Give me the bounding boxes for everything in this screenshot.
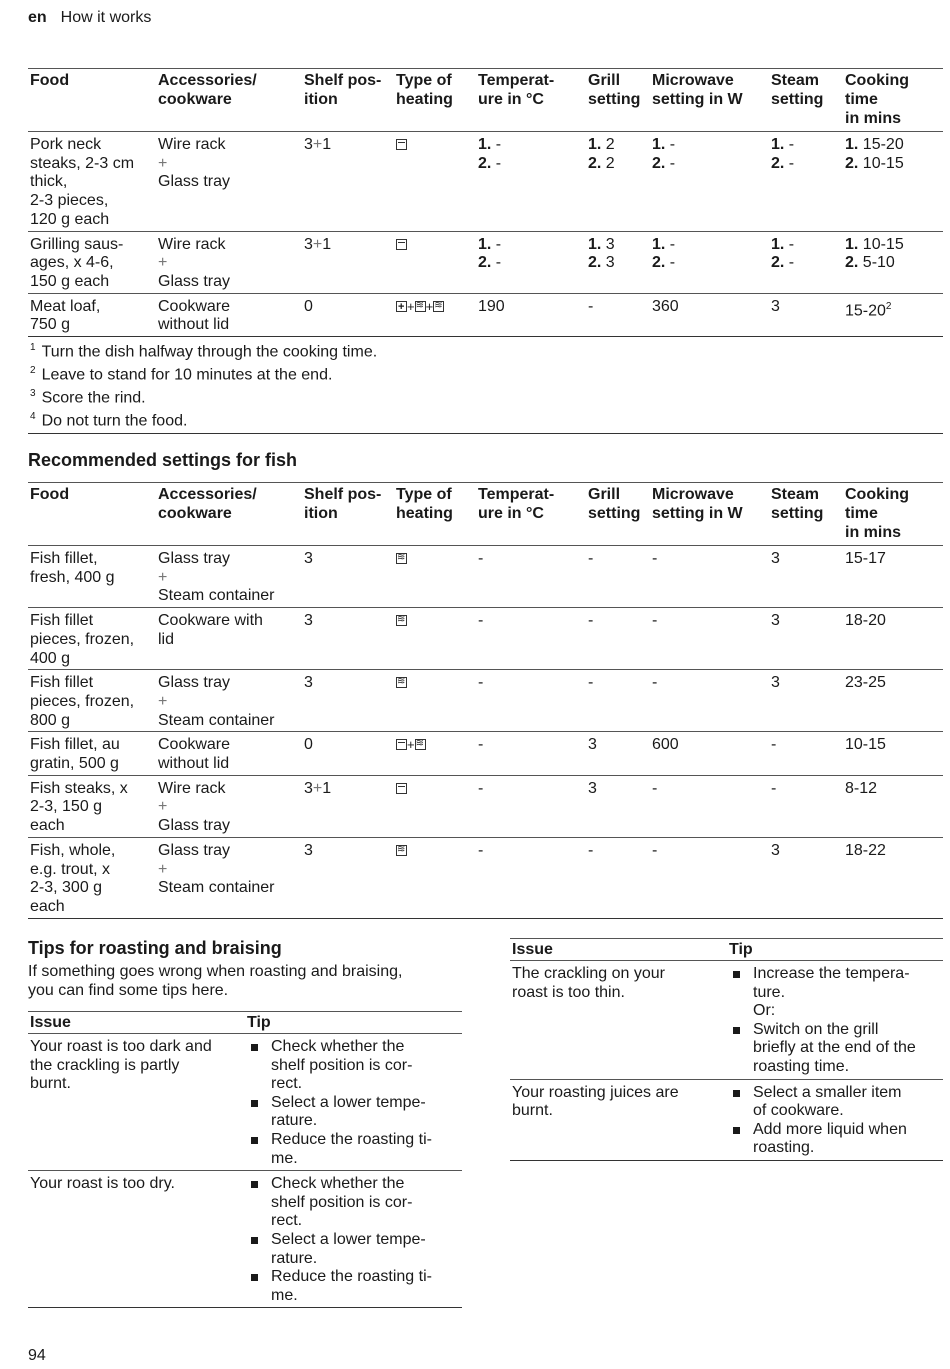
language-code: en [28, 9, 47, 26]
steam-cell: 3 [771, 612, 780, 630]
cell-line: Wire rack [158, 235, 226, 253]
temp-cell: - [478, 841, 484, 859]
grill-cell: 3 [588, 779, 597, 797]
tip-line: shelf position is cor- [271, 1056, 413, 1074]
accessories-cell [156, 546, 302, 608]
step-number: 2. [478, 154, 492, 172]
footnote-number: 3 [30, 387, 36, 399]
tip-bullet: Check whether the [247, 1038, 460, 1057]
tip-line: rect. [271, 1075, 303, 1093]
cell-line: + [158, 154, 168, 172]
food-cell [28, 837, 156, 918]
step-number: 2. [652, 154, 666, 172]
food-cell [28, 546, 156, 608]
grill-cell: - [588, 674, 594, 692]
cell-line: ages, x 4-6, [30, 254, 114, 272]
column-header: Steam setting [771, 486, 824, 522]
tip-line: me. [271, 1149, 298, 1167]
step-line: 2. - [478, 254, 502, 272]
step-number: 2. [588, 154, 602, 172]
page-header [28, 9, 151, 27]
issue-cell: The crackling on your roast is too thin. [510, 961, 727, 1080]
cell-line: Wire rack [158, 136, 226, 153]
footnote [28, 339, 943, 362]
tips-section [28, 938, 462, 1308]
tip-row [28, 1034, 462, 1171]
tip-line: ture. [753, 983, 786, 1001]
time-cell [843, 231, 943, 293]
accessories-cell [156, 670, 302, 732]
heating-cell [394, 293, 476, 336]
footnote-number: 2 [30, 364, 36, 376]
tips-table-right [510, 938, 943, 1161]
cell-line: Glass tray [158, 272, 231, 290]
column-header: Food [30, 72, 70, 89]
tip-bullet: Select a smaller item [729, 1084, 941, 1103]
footnotes [28, 337, 943, 434]
cell-line: each [30, 817, 65, 835]
table-row [28, 608, 943, 670]
cell-line: steaks, 2-3 cm [30, 154, 135, 172]
top-heating-icon [396, 139, 407, 150]
steam-heating-icon [433, 301, 444, 312]
cell-line: pieces, frozen, [30, 692, 135, 710]
heating-cell [394, 775, 476, 837]
micro-cell: - [652, 841, 658, 859]
cell-line: Fish fillet, au [30, 736, 120, 754]
tip-bullet: Increase the tempera- [729, 965, 941, 984]
cell-line: + [158, 692, 168, 710]
grill-cell: 3 [588, 736, 597, 754]
step-line: 2. 2 [588, 154, 615, 172]
tip-row [28, 1171, 462, 1308]
table-row [28, 837, 943, 918]
cell-line: Fish steaks, x [30, 779, 128, 797]
cell-line: Cookware with [158, 612, 263, 630]
plus-sign: + [407, 298, 415, 314]
cell-line: + [158, 798, 168, 816]
steam-heating-icon [415, 301, 426, 312]
meat-settings-table [28, 68, 943, 337]
tip-header: Tip [727, 939, 943, 961]
column-header: Temperat- ure in °C [478, 72, 555, 108]
accessories-cell [156, 132, 302, 232]
meat-table-block [28, 68, 943, 434]
plus-sign: + [312, 779, 323, 797]
food-cell [28, 293, 156, 336]
footnote-text: Score the rind. [41, 389, 146, 407]
micro-cell: 360 [652, 297, 679, 315]
step-line: 1. 10-15 [845, 235, 904, 253]
footnote [28, 385, 943, 408]
tip-line: shelf position is cor- [271, 1193, 413, 1211]
tips-title: Tips for roasting and braising [28, 938, 282, 958]
step-line: 2. - [652, 254, 676, 272]
tips-section-right [510, 938, 943, 1161]
step-number: 1. [771, 235, 785, 253]
cell-line: Fish fillet [30, 612, 94, 630]
step-line: 2. - [771, 254, 795, 272]
tip-bullet: Check whether the [247, 1175, 460, 1194]
step-number: 1. [478, 136, 492, 153]
step-line: 2. - [478, 154, 502, 172]
fan-heating-icon [396, 301, 407, 312]
temp-cell: - [478, 779, 484, 797]
cell-line: Wire rack [158, 779, 226, 797]
column-header: Microwave setting in W [652, 486, 743, 522]
shelf-cell: 3+1 [304, 235, 332, 253]
column-header: Steam setting [771, 72, 824, 108]
steam-cell [769, 132, 843, 232]
accessories-cell [156, 293, 302, 336]
cell-line: without lid [158, 755, 230, 773]
step-number: 1. [478, 235, 492, 253]
cell-line: e.g. trout, x [30, 860, 111, 878]
step-line: 1. - [771, 136, 795, 153]
table-row [28, 732, 943, 775]
step-number: 1. [588, 136, 602, 153]
page-number: 94 [28, 1347, 46, 1364]
temp-cell: - [478, 674, 484, 692]
tip-header: Tip [245, 1012, 462, 1034]
footnote-ref: 2 [885, 300, 892, 312]
time-cell: 18-20 [845, 612, 886, 630]
tip-cell [727, 961, 943, 1080]
cell-line: Fish fillet [30, 674, 94, 692]
footnote [28, 408, 943, 431]
issue-header: Issue [510, 939, 727, 961]
plus-sign: + [407, 737, 415, 753]
step-number: 2. [478, 254, 492, 272]
tip-line: me. [271, 1286, 298, 1304]
heating-cell [394, 670, 476, 732]
table-row [28, 670, 943, 732]
cell-line: 2-3, 150 g [30, 798, 103, 816]
cell-line: Glass tray [158, 841, 231, 859]
column-header: Cooking time in mins [845, 486, 909, 541]
micro-cell: - [652, 612, 658, 630]
step-number: 2. [652, 254, 666, 272]
shelf-cell: 3 [304, 841, 313, 859]
micro-cell [650, 231, 769, 293]
heating-cell [394, 732, 476, 775]
temp-cell: 190 [478, 297, 505, 315]
table-row [28, 231, 943, 293]
step-number: 2. [845, 254, 859, 272]
tip-cell [727, 1079, 943, 1160]
cell-line: 2-3 pieces, [30, 192, 109, 210]
cell-line: 150 g each [30, 272, 110, 290]
cell-line: without lid [158, 316, 230, 334]
temp-cell [476, 231, 586, 293]
tip-line: briefly at the end of the [753, 1039, 916, 1057]
time-cell: 10-15 [845, 736, 886, 754]
step-line: 1. 3 [588, 235, 615, 253]
table-header-row [28, 69, 943, 132]
food-cell [28, 775, 156, 837]
heating-cell [394, 546, 476, 608]
step-number: 2. [771, 254, 785, 272]
shelf-cell: 3 [304, 674, 313, 692]
heating-cell [394, 132, 476, 232]
temp-cell: - [478, 612, 484, 630]
micro-cell: 600 [652, 736, 679, 754]
fish-table-block [28, 482, 943, 919]
cell-line: Grilling saus- [30, 235, 124, 253]
tip-cell [245, 1034, 462, 1171]
issue-header: Issue [28, 1012, 245, 1034]
cell-line: pieces, frozen, [30, 630, 135, 648]
step-line: 1. - [652, 136, 676, 153]
cell-line: Steam container [158, 587, 275, 605]
step-number: 1. [771, 136, 785, 153]
tip-bullet: Select a lower tempe- [247, 1231, 460, 1250]
tip-row [510, 961, 943, 1080]
tip-line: roasting. [753, 1139, 815, 1157]
table-row [28, 546, 943, 608]
heating-cell [394, 231, 476, 293]
food-cell [28, 608, 156, 670]
cell-line: + [158, 568, 168, 586]
cell-line: Glass tray [158, 173, 231, 191]
cell-line: Fish, whole, [30, 841, 116, 859]
grill-cell: - [588, 612, 594, 630]
step-line: 2. - [771, 154, 795, 172]
column-header: Shelf pos- ition [304, 72, 382, 108]
tip-line: rect. [271, 1212, 303, 1230]
time-cell: 15-17 [845, 550, 886, 567]
footnote-number: 1 [30, 342, 36, 354]
accessories-cell [156, 608, 302, 670]
column-header: Shelf pos- ition [304, 486, 382, 522]
fish-section-title: Recommended settings for fish [28, 450, 298, 470]
tip-line: rature. [271, 1249, 318, 1267]
food-cell [28, 231, 156, 293]
footnote-text: Turn the dish halfway through the cooking time. [41, 343, 378, 361]
cell-line: 750 g [30, 316, 71, 334]
section-title: How it works [60, 9, 152, 26]
tip-bullet: Switch on the grill [729, 1021, 941, 1040]
cell-line: fresh, 400 g [30, 568, 115, 586]
time-cell: 23-25 [845, 674, 886, 692]
accessories-cell [156, 732, 302, 775]
tip-cell [245, 1171, 462, 1308]
step-line: 1. - [652, 235, 676, 253]
steam-heating-icon [396, 615, 407, 626]
steam-heating-icon [396, 677, 407, 688]
column-header: Type of heating [396, 486, 453, 522]
cell-line: thick, [30, 173, 68, 191]
column-header: Accessories/ cookware [158, 72, 257, 108]
step-line: 1. - [771, 235, 795, 253]
time-cell: 18-22 [845, 841, 886, 859]
steam-cell: - [771, 779, 777, 797]
cell-line: Cookware [158, 736, 231, 754]
cell-line: + [158, 860, 168, 878]
step-line: 1. 2 [588, 136, 615, 153]
tip-line: rature. [271, 1112, 318, 1130]
cell-line: Glass tray [158, 550, 231, 567]
issue-cell: Your roast is too dark and the crackling is partly burnt. [28, 1034, 245, 1171]
cell-line: Steam container [158, 711, 275, 729]
column-header: Grill setting [588, 72, 641, 108]
steam-cell: - [771, 736, 777, 754]
top-heating-icon [396, 239, 407, 250]
tip-line: Or: [753, 1002, 776, 1020]
fish-settings-table [28, 482, 943, 919]
issue-cell: Your roast is too dry. [28, 1171, 245, 1308]
table-row [28, 132, 943, 232]
accessories-cell [156, 231, 302, 293]
step-number: 2. [588, 254, 602, 272]
shelf-cell: 3+1 [304, 779, 332, 797]
temp-cell [476, 132, 586, 232]
food-cell [28, 732, 156, 775]
tip-bullet: Reduce the roasting ti- [247, 1131, 460, 1150]
time-cell: 8-12 [845, 779, 878, 797]
time-cell [843, 132, 943, 232]
footnote-text: Do not turn the food. [41, 411, 188, 429]
cell-line: + [158, 254, 168, 272]
cell-line: Pork neck [30, 136, 102, 153]
shelf-cell: 3 [304, 550, 313, 567]
micro-cell: - [652, 674, 658, 692]
table-row [28, 775, 943, 837]
column-header: Accessories/ cookware [158, 486, 257, 522]
shelf-cell: 0 [304, 297, 313, 315]
step-line: 2. 10-15 [845, 154, 904, 172]
tip-row [510, 1079, 943, 1160]
step-number: 1. [845, 136, 859, 153]
step-line: 2. 3 [588, 254, 615, 272]
column-header: Microwave setting in W [652, 72, 743, 108]
cell-line: lid [158, 630, 175, 648]
plus-sign: + [312, 235, 323, 253]
steam-cell: 3 [771, 674, 780, 692]
plus-sign: + [425, 298, 434, 314]
step-line: 2. 5-10 [845, 254, 895, 272]
steam-cell: 3 [771, 550, 780, 567]
table-row [28, 293, 943, 336]
cell-line: Glass tray [158, 674, 231, 692]
tip-bullet: Select a lower tempe- [247, 1094, 460, 1113]
column-header: Temperat- ure in °C [478, 486, 555, 522]
footnote [28, 362, 943, 385]
food-cell [28, 132, 156, 232]
step-number: 1. [652, 136, 666, 153]
step-number: 2. [771, 154, 785, 172]
tip-line: of cookware. [753, 1102, 844, 1120]
step-line: 1. - [478, 136, 502, 153]
cell-line: Cookware [158, 297, 231, 315]
grill-cell: - [588, 550, 594, 567]
issue-cell: Your roasting juices are burnt. [510, 1079, 727, 1160]
column-header: Type of heating [396, 72, 453, 108]
tip-bullet: Add more liquid when [729, 1121, 941, 1140]
footnote-number: 4 [30, 410, 36, 422]
top-heating-icon [396, 783, 407, 794]
temp-cell: - [478, 550, 484, 567]
cell-line: Glass tray [158, 817, 231, 835]
cell-line: 2-3, 300 g [30, 879, 103, 897]
step-number: 2. [845, 154, 859, 172]
steam-cell: 3 [771, 841, 780, 859]
cell-line: 120 g each [30, 210, 110, 228]
food-cell [28, 670, 156, 732]
column-header: Cooking time in mins [845, 72, 909, 127]
grill-cell [586, 132, 650, 232]
tips-intro: If something goes wrong when roasting and braising, you can find some tips here. [28, 963, 403, 999]
steam-heating-icon [415, 739, 426, 750]
step-number: 1. [588, 235, 602, 253]
plus-sign: + [312, 136, 323, 153]
accessories-cell [156, 837, 302, 918]
shelf-cell: 3 [304, 612, 313, 630]
step-line: 2. - [652, 154, 676, 172]
column-header: Food [30, 486, 70, 503]
cell-line: 800 g [30, 711, 71, 729]
micro-cell: - [652, 779, 658, 797]
cell-line: gratin, 500 g [30, 755, 119, 773]
temp-cell: - [478, 736, 484, 754]
cell-line: each [30, 897, 65, 915]
steam-cell [769, 231, 843, 293]
tip-line: roasting time. [753, 1057, 850, 1075]
step-number: 1. [652, 235, 666, 253]
table-header-row [28, 483, 943, 546]
heating-cell [394, 837, 476, 918]
accessories-cell [156, 775, 302, 837]
steam-heating-icon [396, 845, 407, 856]
grill-cell: - [588, 297, 594, 315]
micro-cell: - [652, 550, 658, 567]
micro-cell [650, 132, 769, 232]
step-line: 1. 15-20 [845, 136, 904, 153]
tips-table-left [28, 1011, 462, 1308]
heating-cell [394, 608, 476, 670]
shelf-cell: 0 [304, 736, 313, 754]
cell-line: Steam container [158, 879, 275, 897]
time-cell: $15-20^2$ [845, 300, 892, 319]
grill-cell: - [588, 841, 594, 859]
shelf-cell: 3+1 [304, 136, 332, 153]
cell-line: Meat loaf, [30, 297, 101, 315]
tip-bullet: Reduce the roasting ti- [247, 1268, 460, 1287]
column-header: Grill setting [588, 486, 641, 522]
cell-line: Fish fillet, [30, 550, 98, 567]
steam-heating-icon [396, 553, 407, 564]
step-number: 1. [845, 235, 859, 253]
cell-line: 400 g [30, 649, 71, 667]
grill-cell [586, 231, 650, 293]
steam-cell: 3 [771, 297, 780, 315]
footnote-text: Leave to stand for 10 minutes at the end. [41, 366, 333, 384]
step-line: 1. - [478, 235, 502, 253]
top-heating-icon [396, 739, 407, 750]
